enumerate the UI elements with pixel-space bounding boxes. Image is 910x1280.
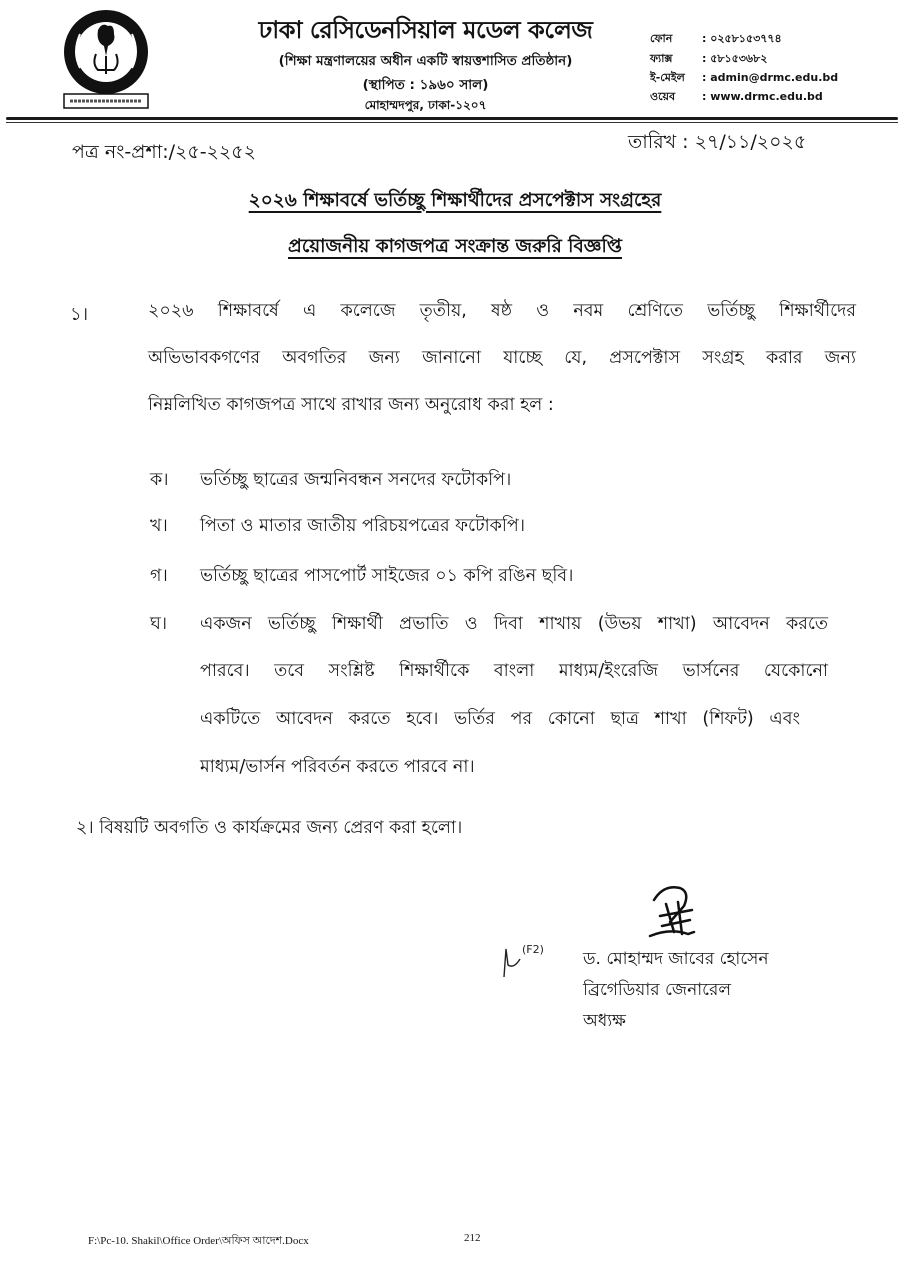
list-item-continuation: একটিতে আবেদন করতে হবে। ভর্তির পর কোনো ছাত্র শাখা (শিফট) এবং bbox=[200, 709, 800, 729]
contact-label: ফ্যাক্স bbox=[650, 52, 673, 65]
contact-value: : admin@drmc.edu.bd bbox=[702, 71, 839, 84]
contact-email bbox=[650, 69, 838, 88]
list-item-marker: খ। bbox=[150, 516, 168, 536]
signatory-name: ড. মোহাম্মদ জাবের হোসেন bbox=[583, 949, 769, 969]
established-year: (স্থাপিত : ১৯৬০ সাল) bbox=[362, 77, 489, 93]
list-item-continuation: মাধ্যম/ভার্সন পরিবর্তন করতে পারবে না। bbox=[200, 757, 475, 777]
list-item: একজন ভর্তিচ্ছু শিক্ষার্থী প্রভাতি ও দিবা শাখায় (উভয় শাখা) আবেদন করতে bbox=[200, 614, 828, 634]
college-crest-icon bbox=[58, 8, 154, 112]
paragraph-line: নিম্নলিখিত কাগজপত্র সাথে রাখার জন্য অনুরোধ করা হল : bbox=[148, 395, 554, 415]
paragraph-number: ১। bbox=[70, 304, 89, 325]
contact-label: ওয়েব bbox=[650, 90, 676, 103]
paragraph-line: ২০২৬ শিক্ষাবর্ষে এ কলেজে তৃতীয়, ষষ্ঠ ও নবম শ্রেণিতে ভর্তিচ্ছু শিক্ষার্থীদের bbox=[148, 301, 856, 321]
list-item: পিতা ও মাতার জাতীয় পরিচয়পত্রের ফটোকপি। bbox=[200, 516, 526, 536]
handwritten-initial-icon bbox=[498, 935, 558, 980]
contact-phone bbox=[650, 30, 782, 49]
heading-text: প্রয়োজনীয় কাগজপত্র সংক্রান্ত জরুরি বিজ্ঞপ্তি bbox=[288, 236, 622, 257]
contact-value: : ৫৮১৫৩৬৮২ bbox=[702, 52, 768, 65]
letterhead-divider bbox=[6, 117, 898, 120]
list-item: ভর্তিচ্ছু ছাত্রের পাসপোর্ট সাইজের ০১ কপি রঙিন ছবি। bbox=[200, 566, 574, 586]
contact-value: : www.drmc.edu.bd bbox=[702, 90, 823, 103]
contact-label: ফোন bbox=[650, 32, 673, 45]
svg-text:(F2): (F2) bbox=[522, 943, 544, 956]
paragraph-line: অভিভাবকগণের অবগতির জন্য জানানো যাচ্ছে যে, প্রসপেক্টাস সংগ্রহ করার জন্য bbox=[148, 348, 856, 368]
memo-date: তারিখ : ২৭/১১/২০২৫ bbox=[628, 131, 807, 153]
handwritten-signature-icon bbox=[640, 882, 710, 942]
college-name: ঢাকা রেসিডেনসিয়াল মডেল কলেজ bbox=[258, 16, 593, 44]
list-item-marker: ঘ। bbox=[150, 614, 168, 634]
contact-fax bbox=[650, 50, 767, 69]
signatory-designation: অধ্যক্ষ bbox=[583, 1011, 626, 1031]
signatory-rank: ব্রিগেডিয়ার জেনারেল bbox=[583, 980, 732, 1000]
memo-number: পত্র নং-প্রশা:/২৫-২২৫২ bbox=[72, 141, 256, 163]
contact-web bbox=[650, 88, 823, 107]
list-item: ভর্তিচ্ছু ছাত্রের জন্মনিবন্ধন সনদের ফটোকপি। bbox=[200, 470, 512, 490]
notice-heading-line-1 bbox=[0, 186, 910, 217]
footer-file-path: F:\Pc-10. Shakil\Office Order\অফিস আদেশ.Docx bbox=[88, 1235, 309, 1247]
list-item-marker: ক। bbox=[150, 470, 169, 490]
contact-value: : ০২৫৮১৫৩৭৭৪ bbox=[702, 32, 782, 45]
list-item-continuation: পারবে। তবে সংশ্লিষ্ট শিক্ষার্থীকে বাংলা মাধ্যম/ইংরেজি ভার্সনের যেকোনো bbox=[200, 661, 828, 681]
college-address: মোহাম্মদপুর, ঢাকা-১২০৭ bbox=[364, 98, 487, 112]
paragraph-2: ২। বিষয়টি অবগতি ও কার্যক্রমের জন্য প্রেরণ করা হলো। bbox=[76, 818, 463, 838]
college-subtitle: (শিক্ষা মন্ত্রণালয়ের অধীন একটি স্বায়ত্তশাসিত প্রতিষ্ঠান) bbox=[278, 53, 573, 69]
list-item-marker: গ। bbox=[150, 566, 168, 586]
heading-text: ২০২৬ শিক্ষাবর্ষে ভর্তিচ্ছু শিক্ষার্থীদের প্রসপেক্টাস সংগ্রহের bbox=[248, 190, 662, 211]
contact-label: ই-মেইল bbox=[650, 71, 685, 84]
footer-page-code: 212 bbox=[464, 1232, 481, 1244]
notice-heading-line-2 bbox=[0, 232, 910, 263]
letterhead-divider-thin bbox=[6, 122, 898, 123]
